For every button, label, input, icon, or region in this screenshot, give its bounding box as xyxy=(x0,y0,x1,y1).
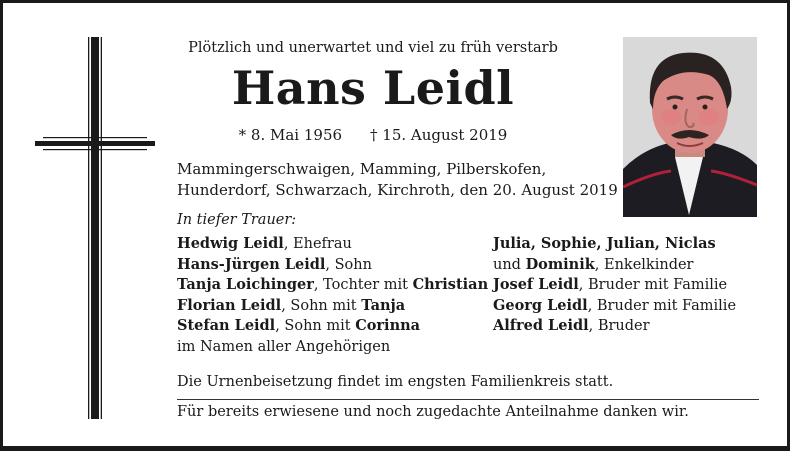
place-line-2: Hunderdorf, Schwarzach, Kirchroth, den 20. August 2019 xyxy=(177,181,618,199)
mourner-relation: , Enkelkinder xyxy=(594,256,694,273)
mourners-right xyxy=(493,234,736,337)
mourner-name: Alfred Leidl xyxy=(493,317,589,334)
thanks-note: Für bereits erwiesene und noch zugedachte Anteilnahme danken wir. xyxy=(177,404,689,420)
mourner-line xyxy=(493,275,736,296)
mourner-name: Hedwig Leidl xyxy=(177,235,284,252)
mourner-name: Stefan Leidl xyxy=(177,317,276,334)
mourner-partner: Tanja xyxy=(361,296,406,314)
urn-burial-note: Die Urnenbeisetzung findet im engsten Familienkreis statt. xyxy=(177,374,614,390)
intro-line: Plötzlich und unerwartet und viel zu früh verstarb xyxy=(188,40,558,56)
mourner-name: Florian Leidl xyxy=(177,296,282,314)
mourner-name: Hans-Jürgen Leidl xyxy=(177,255,326,273)
mourner-relation: , Bruder mit Familie xyxy=(587,297,737,314)
grandchildren-names: Julia, Sophie, Julian, Niclas xyxy=(493,235,716,252)
mourner-relation: , Bruder mit Familie xyxy=(578,277,728,293)
mourner-relation: , Tochter mit xyxy=(313,277,413,293)
mourner-line xyxy=(493,296,736,317)
mourner-prefix: und xyxy=(493,256,526,273)
mourner-line xyxy=(177,296,488,317)
mourner-name: Georg Leidl xyxy=(493,296,588,314)
portrait-icon xyxy=(623,37,757,217)
mourner-relation: , Sohn mit xyxy=(281,297,362,314)
mourner-name: Dominik xyxy=(525,255,595,273)
cross-icon xyxy=(35,37,155,419)
mourner-line xyxy=(177,255,488,276)
mourning-heading: In tiefer Trauer: xyxy=(177,212,297,228)
mourner-partner: Christian xyxy=(412,276,489,293)
mourner-line: im Namen aller Angehörigen xyxy=(177,338,391,355)
birth-date: * 8. Mai 1956 xyxy=(238,126,343,144)
mourner-name: Tanja Loichinger xyxy=(177,276,314,293)
mourner-line xyxy=(177,234,488,255)
mourner-line xyxy=(177,275,488,296)
divider xyxy=(177,399,759,400)
portrait-photo xyxy=(623,37,757,217)
death-date: † 15. August 2019 xyxy=(370,126,508,144)
mourner-relation: , Bruder xyxy=(588,318,650,334)
place-and-date xyxy=(177,159,617,201)
mourner-line xyxy=(177,316,488,337)
deceased-name: Hans Leidl xyxy=(231,61,515,115)
mourner-relation: , Ehefrau xyxy=(283,236,352,252)
place-line-1: Mammingerschwaigen, Mamming, Pilberskofen, xyxy=(177,160,547,178)
mourner-name: Josef Leidl xyxy=(493,276,579,293)
mourner-relation: , Sohn mit xyxy=(275,318,356,334)
mourner-partner: Corinna xyxy=(355,317,421,334)
mourner-line xyxy=(493,316,736,337)
mourner-line xyxy=(493,255,736,276)
mourners-left xyxy=(177,234,488,357)
mourner-relation: , Sohn xyxy=(325,256,372,273)
mourner-line xyxy=(493,234,736,255)
life-dates xyxy=(173,126,573,144)
